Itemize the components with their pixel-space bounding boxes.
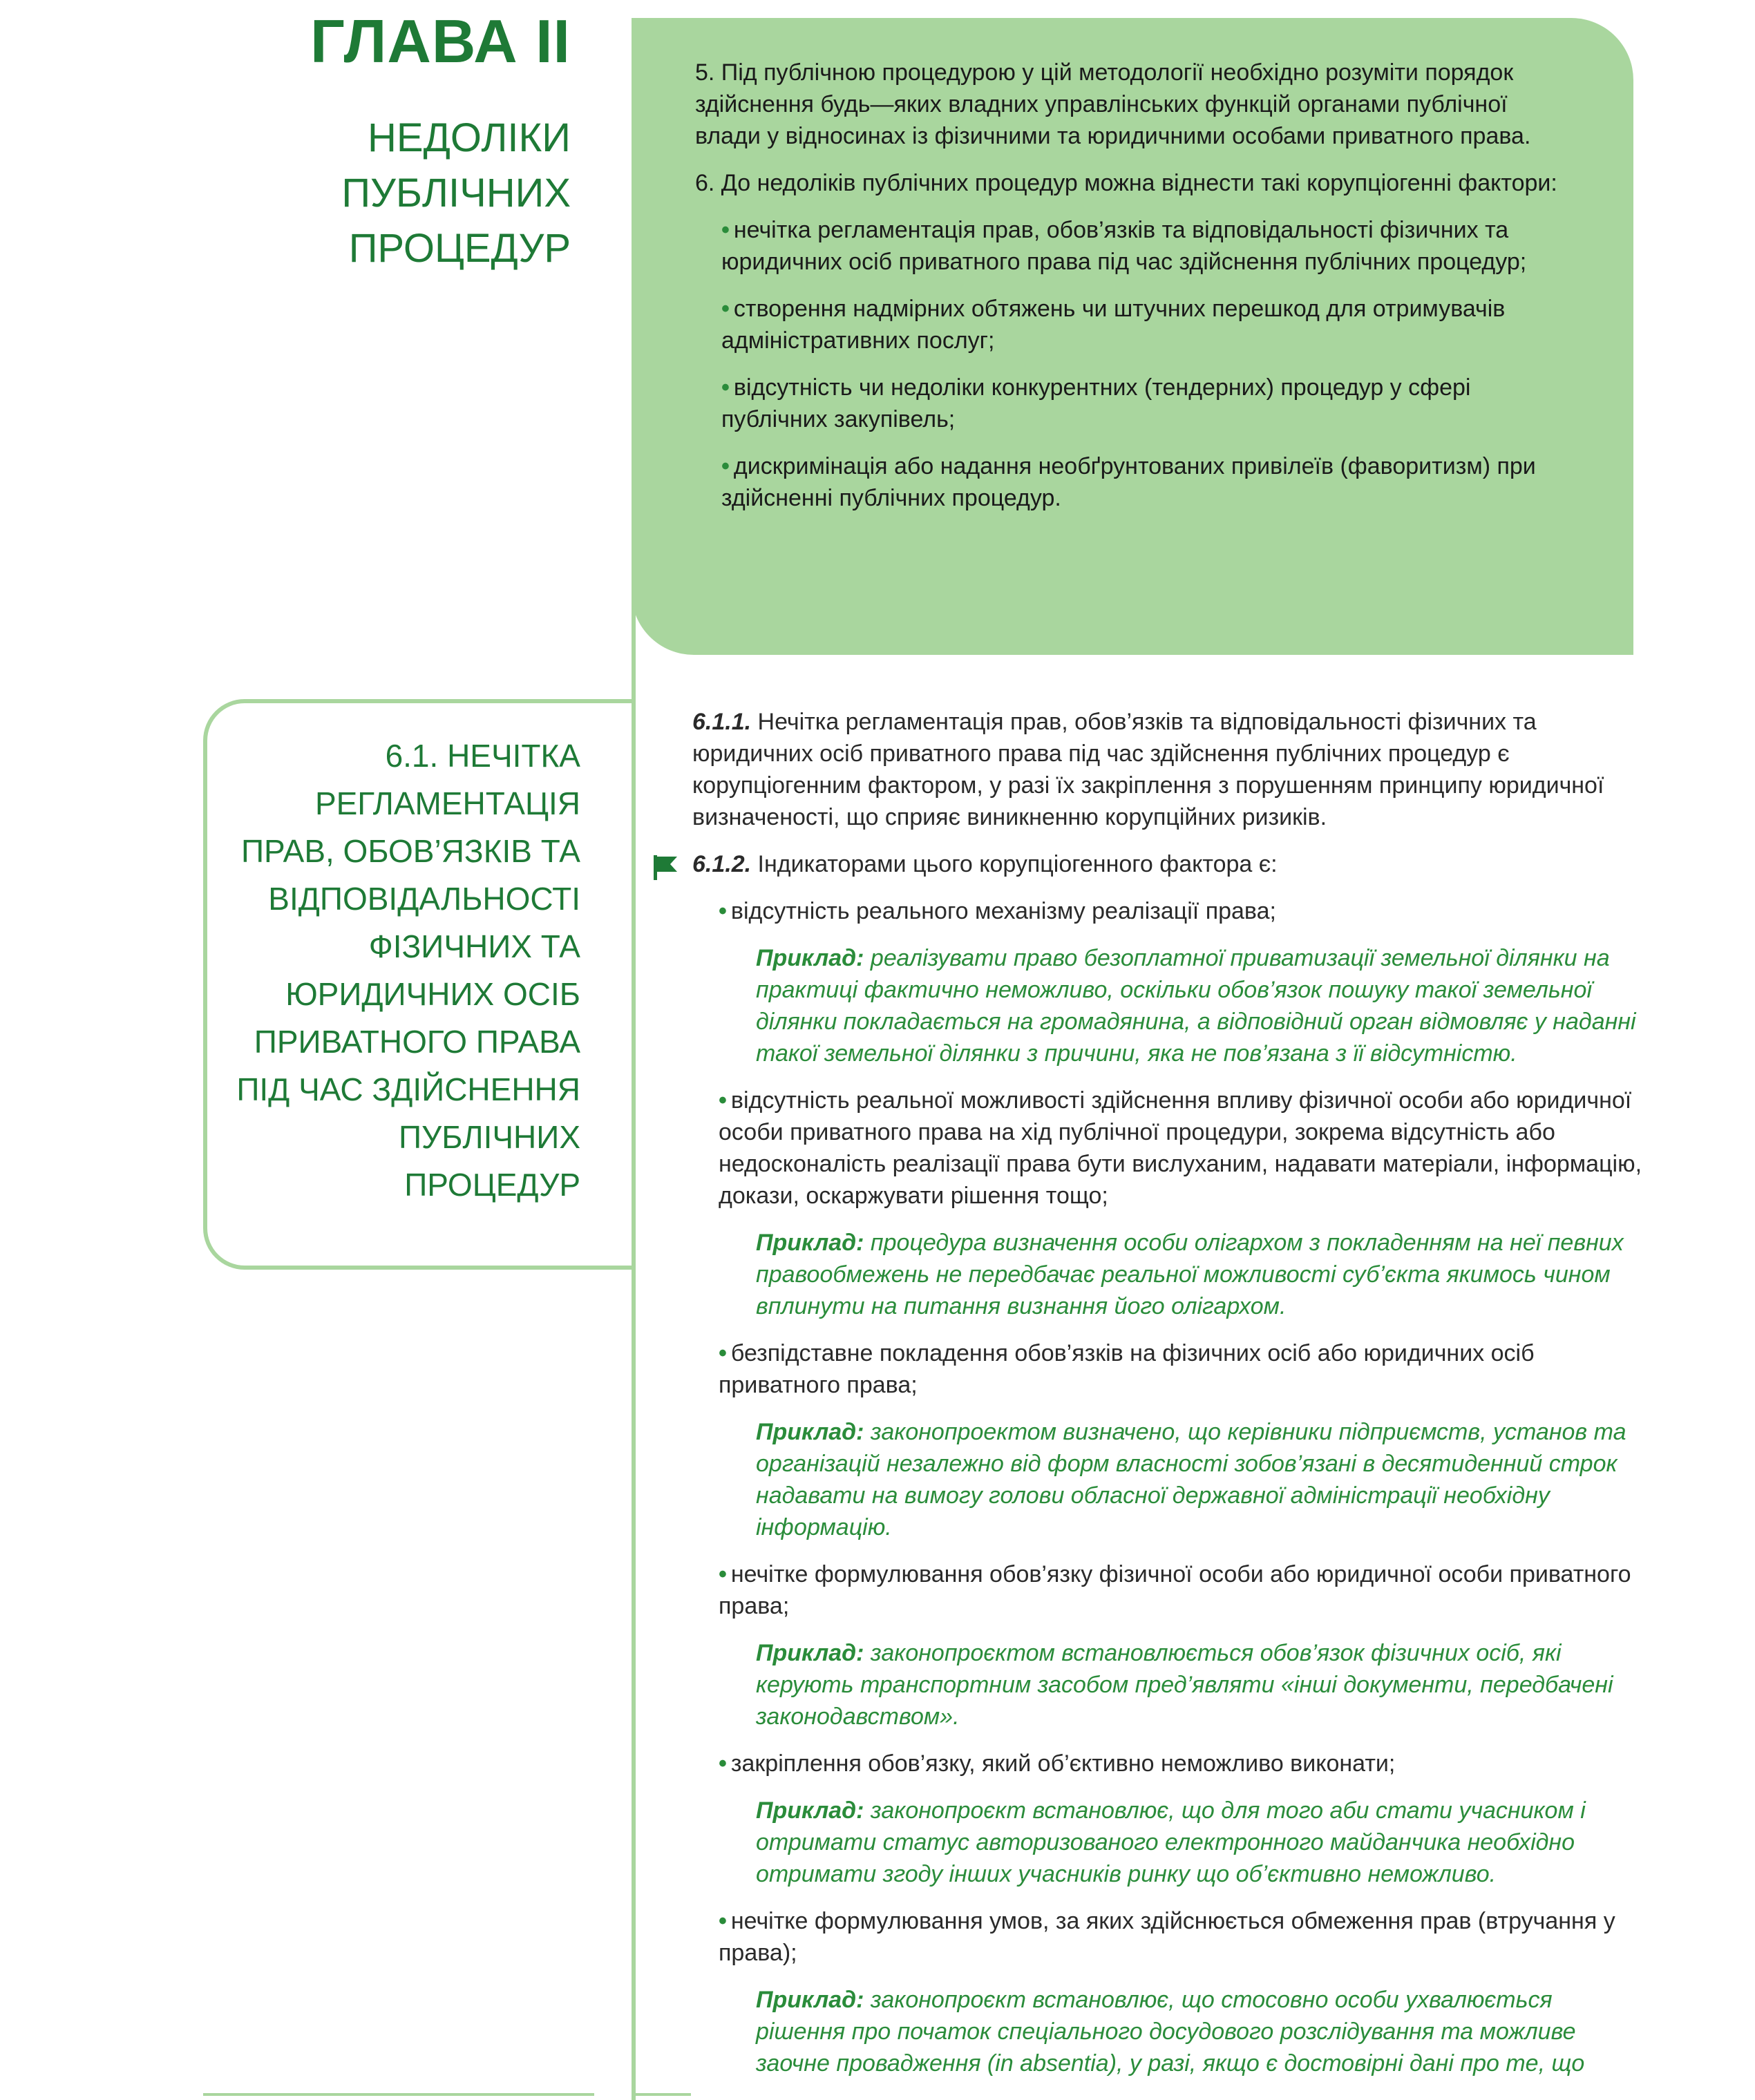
footer-rule-right (632, 2093, 691, 2096)
bullet-icon: • (719, 1750, 727, 1777)
example-text: законопроектом визначено, що керівники підприємств, установ та організацій незалежно від форм власності зобов’язані в десятиденний строк надавати на вимогу голови обласної державної адміністрації необхідну інформацію. (756, 1419, 1626, 1540)
intro-paragraph-5: 5. Під публічною процедурою у цій методології необхідно розуміти порядок здійснення будь—яких владних управлінських функцій органами публічної влади у відносинах із фізичними та юридичними особами приватного права. (695, 59, 1531, 149)
example-label: Приклад: (756, 1419, 864, 1445)
list-item-text: нечітка регламентація прав, обов’язків та відповідальності фізичних та юридичних осіб приватного права під час здійснення публічних процедур; (721, 217, 1527, 275)
bullet-icon: • (719, 1561, 727, 1587)
indicator-text: нечітке формулювання обов’язку фізичної особи або юридичної особи приватного права; (719, 1561, 1631, 1619)
example-text: законопроєкт встановлює, що стосовно особи ухвалюється рішення про початок спеціального досудового розслідування та можливе заочне провадження (in absentia), у разі, якщо є достовірні дані про те, що (756, 1987, 1585, 2077)
example-text: реалізувати право безоплатної приватизації земельної ділянки на практиці фактично неможливо, оскільки обов’язок пошуку такої земельної ділянки покладається на громадянина, а відповідний орган відмовляє у наданні такої земельної ділянки з причини, яка не пов’язана з її відсутністю. (756, 945, 1636, 1067)
list-item (721, 214, 1557, 278)
example-label: Приклад: (756, 1640, 864, 1666)
example-item (692, 942, 1644, 1069)
intro-paragraph-6: 6. До недоліків публічних процедур можна віднести такі корупціогенні фактори: (695, 170, 1557, 196)
main-content (692, 706, 1644, 2094)
indicator-text: нечітке формулювання умов, за яких здійснюється обмеження прав (втручання у права); (719, 1908, 1615, 1966)
intro-box (632, 18, 1633, 655)
intro-bullet-list (695, 214, 1557, 514)
example-label: Приклад: (756, 1797, 864, 1824)
bullet-icon: • (721, 374, 730, 401)
bullet-icon: • (721, 296, 730, 322)
paragraph-number: 6.1.2. (692, 851, 752, 877)
list-item (721, 450, 1557, 514)
example-label: Приклад: (756, 1230, 864, 1256)
bullet-icon: • (721, 217, 730, 243)
list-item-text: відсутність чи недоліки конкурентних (тендерних) процедур у сфері публічних закупівель; (721, 374, 1471, 432)
indicator-text: відсутність реальної можливості здійснення впливу фізичної особи або юридичної особи приватного права на хід публічної процедури, зокрема відсутність або недосконалість реалізації права бути вислуханим, надавати матеріали, інформацію, докази, оскаржувати рішення тощо; (719, 1087, 1642, 1209)
paragraph-6-1-1 (692, 706, 1644, 833)
indicator-item (692, 895, 1644, 927)
list-item-text: дискримінація або надання необґрунтованих привілеїв (фаворитизм) при здійсненні публічних процедур. (721, 453, 1536, 511)
bullet-icon: • (719, 898, 727, 924)
bullet-icon: • (719, 1087, 727, 1114)
example-item (692, 1637, 1644, 1732)
indicator-item (692, 1085, 1644, 1212)
bullet-icon: • (721, 453, 730, 479)
bullet-icon: • (719, 1908, 727, 1934)
flag-icon (654, 855, 677, 880)
bullet-icon: • (719, 1340, 727, 1366)
list-item-text: створення надмірних обтяжень чи штучних перешкод для отримувачів адміністративних послуг; (721, 296, 1506, 354)
example-text: процедура визначення особи олігархом з покладенням на неї певних правообмежень не передбачає реальної можливості суб’єкта якимось чином вплинути на питання визнання його олігархом. (756, 1230, 1624, 1319)
paragraph-text: Індикаторами цього корупціогенного фактора є: (751, 851, 1278, 877)
example-item (692, 1984, 1644, 2079)
indicator-item (692, 1337, 1644, 1401)
paragraph-6-1-2 (692, 848, 1644, 880)
example-text: законопроєктом встановлюється обов’язок фізичних осіб, які керують транспортним засобом пред’являти «інші документи, передбачені законодавством». (756, 1640, 1613, 1730)
indicator-item (692, 1905, 1644, 1969)
chapter-title-line: ПРОЦЕДУР (348, 226, 571, 271)
example-label: Приклад: (756, 945, 864, 971)
section-title: 6.1. НЕЧІТКА РЕГЛАМЕНТАЦІЯ ПРАВ, ОБОВ’ЯЗКІВ ТА ВІДПОВІДАЛЬНОСТІ ФІЗИЧНИХ ТА ЮРИДИЧНИХ ОСІБ ПРИВАТНОГО ПРАВА ПІД ЧАС ЗДІЙСНЕННЯ ПУБЛІЧНИХ ПРОЦЕДУР (236, 738, 580, 1203)
list-item (721, 372, 1557, 435)
chapter-title-line: ПУБЛІЧНИХ (341, 171, 571, 216)
example-text: законопроєкт встановлює, що для того аби стати учасником і отримати статус авторизованого електронного майданчика необхідно отримати згоду інших учасників ринку що об’єктивно неможливо. (756, 1797, 1586, 1887)
section-heading-box (203, 699, 636, 1270)
indicator-text: закріплення обов’язку, який об’єктивно неможливо виконати; (730, 1750, 1396, 1777)
list-item (721, 293, 1557, 356)
paragraph-number: 6.1.1. (692, 709, 752, 735)
footer-rule-left (203, 2093, 594, 2096)
example-label: Приклад: (756, 1987, 864, 2013)
example-item (692, 1416, 1644, 1543)
chapter-number: ГЛАВА II (310, 7, 571, 75)
example-item (692, 1795, 1644, 1890)
indicator-text: безпідставне покладення обов’язків на фізичних осіб або юридичних осіб приватного права; (719, 1340, 1535, 1398)
chapter-title (225, 111, 571, 276)
indicator-item (692, 1558, 1644, 1622)
indicator-text: відсутність реального механізму реалізації права; (730, 898, 1276, 924)
indicator-item (692, 1748, 1644, 1779)
paragraph-text: Нечітка регламентація прав, обов’язків та відповідальності фізичних та юридичних осіб приватного права під час здійснення публічних процедур є корупціогенним фактором, у разі їх закріплення з порушенням принципу юридичної визначеності, що сприяє виникненню корупційних ризиків. (692, 709, 1604, 830)
chapter-title-line: НЕДОЛІКИ (368, 115, 571, 160)
example-item (692, 1227, 1644, 1322)
